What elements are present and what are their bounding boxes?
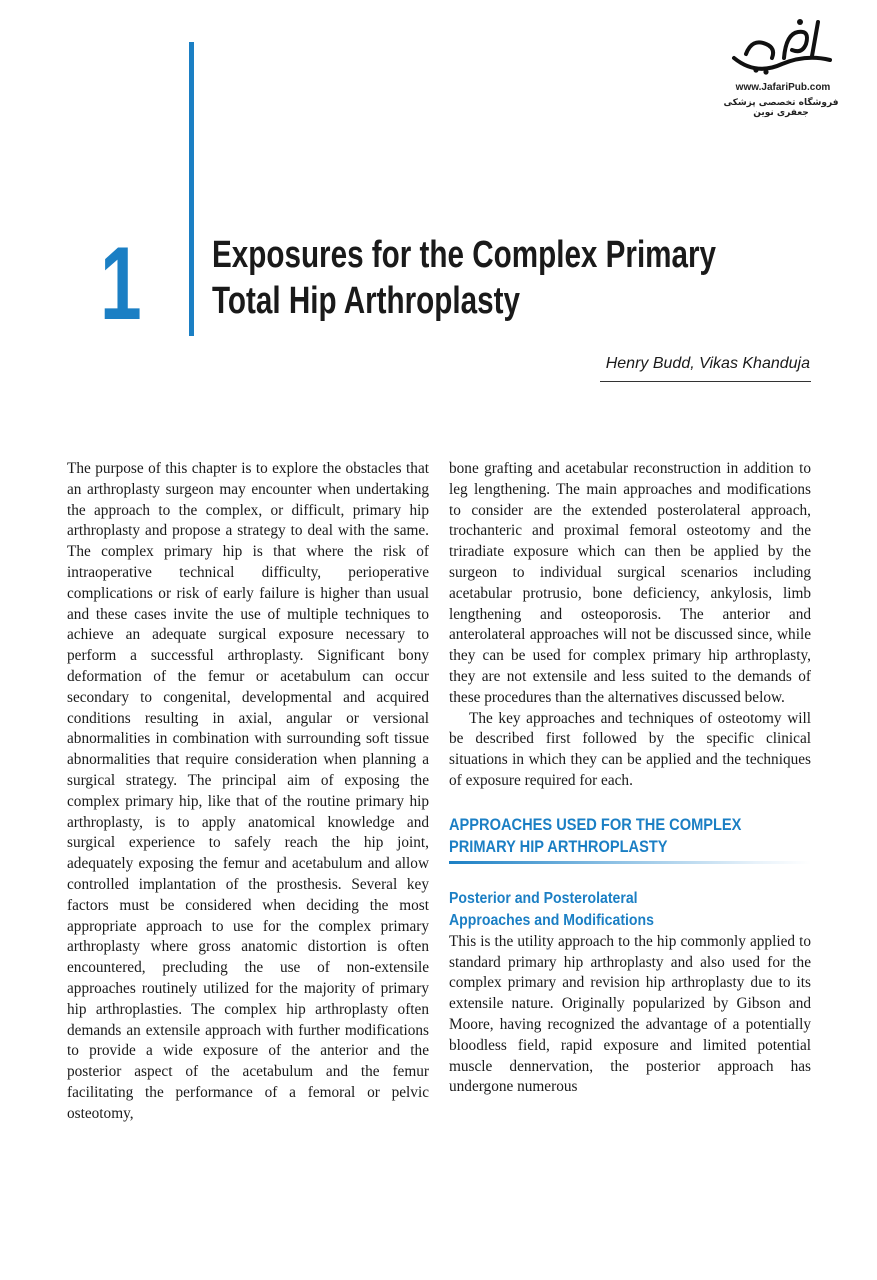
authors-underline [600,381,811,382]
subsection-heading-line-1: Posterior and Posterolateral [449,889,638,907]
intro-paragraph: The purpose of this chapter is to explore the obstacles that an arthroplasty surgeon may encounter when undertaking the approach to the complex, or difficult, primary hip arthroplasty and propose a strategy to deal with the same. The complex primary hip is that where the risk of intraoperative technical difficulty, perioperative complications or risk of early failure is higher than usual and these cases invite the use of multiple techniques to achieve an adequate surgical exposure necessary to perform a successful arthroplasty. Significant bony deformation of the femur or acetabulum can occur secondary to congenital, developmental and acquired conditions resulting in axial, angular or versional abnormalities in combination with surrounding soft tissue abnormalities that require consideration when planning a surgical strategy. The principal aim of exposing the complex primary hip, like that of the routine primary hip arthroplasty, is to apply anatomical knowledge and surgical experience to safely reach the hip joint, adequately exposing the femur and acetabulum and allow controlled implantation of the prosthesis. Several key factors must be considered when deciding the most appropriate approach to use for the complex primary arthroplasty where gross anatomic distortion is often encountered, precluding the use of non-extensile approaches routinely utilized for the majority of primary hip arthroplasties. The complex hip arthroplasty often demands an extensile approach with further modifications to provide a wide exposure of the anterior and the posterior aspect of the acetabulum and the femur facilitating the performance of a femoral or pelvic osteotomy, [67,460,429,1122]
section-heading-line-1: APPROACHES USED FOR THE COMPLEX [449,814,742,834]
paragraph-posterior-approach: This is the utility approach to the hip commonly applied to standard primary hip arthroplasty and also used for the complex primary and revision hip arthroplasty due to its extensile nature. Originally popularized by Gibson and Moore, having recognized the advantage of a potentially bloodless field, rapid exposure and limited potential muscle dennervation, the posterior approach has undergone numerous [449,932,811,1096]
right-column [449,459,811,1098]
publisher-logo [718,14,858,118]
section-heading-rule [449,861,811,864]
publisher-url: www.JafariPub.com [735,82,831,93]
paragraph-key-approaches: The key approaches and techniques of osteotomy will be described first followed by the specific clinical situations in which they can be applied and the techniques of exposure required for each. [449,709,811,789]
chapter-number: 1 [100,226,142,342]
left-column [67,459,429,1125]
publisher-logo-icon [726,14,838,80]
chapter-title-line-2: Total Hip Arthroplasty [212,280,520,322]
section-heading [449,814,810,858]
chapter-authors: Henry Budd, Vikas Khanduja [605,355,810,372]
paragraph-continuation: bone grafting and acetabular reconstruction in addition to leg lengthening. The main approaches and modifications to consider are the extended posterolateral approach, trochanteric and proximal femoral osteotomy and the triradiate exposure which can then be applied by the surgeon to individual surgical scenarios including acetabular protrusio, bone deficiency, ankylosis, limb lengthening and osteoporosis. The anterior and anterolateral approaches will not be discussed since, while they can be used for complex primary hip arthroplasty, they are not extensile and less suited to the demands of these procedures than the alternatives discussed below. [449,460,811,706]
subsection-heading-line-2: Approaches and Modifications [449,911,654,929]
chapter-divider-bar [189,42,194,336]
section-heading-line-2: PRIMARY HIP ARTHROPLASTY [449,836,668,856]
publisher-tagline: فروشگاه تخصصی پزشکی جعفری نوین [723,98,839,118]
chapter-title [212,232,820,324]
chapter-title-line-1: Exposures for the Complex Primary [212,234,717,276]
subsection-heading [449,888,801,932]
